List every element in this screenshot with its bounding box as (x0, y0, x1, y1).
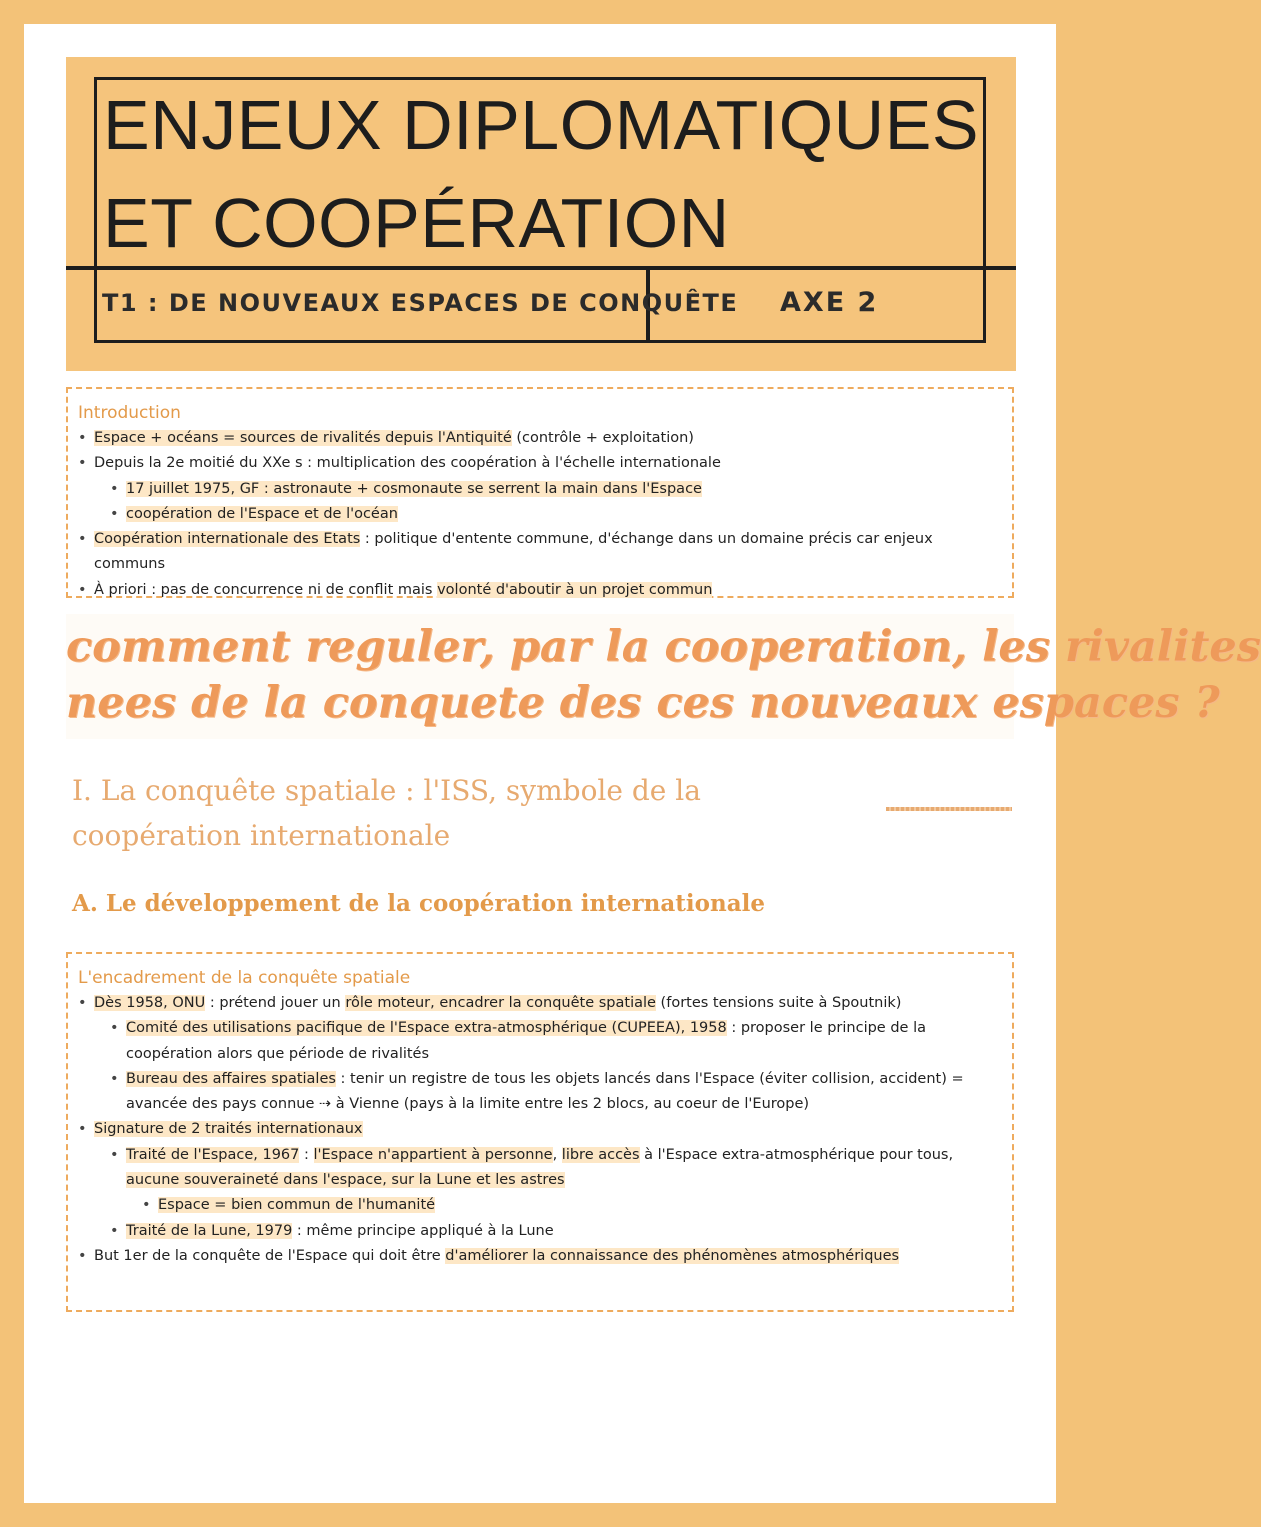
decorative-rule (886, 807, 1012, 811)
sub-sub-list (126, 1193, 1002, 1218)
item-text: (fortes tensions suite à Spoutnik) (655, 995, 902, 1011)
highlight-text: rôle moteur, encadrer la conquête spatiale (345, 995, 656, 1011)
highlight-text: Espace + océans = sources de rivalités depuis l'Antiquité (94, 430, 512, 446)
encadrement-list (78, 991, 1002, 1269)
item-text: À priori : pas de concurrence ni de conflit mais (94, 581, 438, 598)
introduction-title: Introduction (78, 403, 181, 423)
highlight-text: libre accès (561, 1146, 640, 1163)
highlight-text: Traité de l'Espace, 1967 (126, 1146, 300, 1163)
problematic-question (66, 614, 1261, 739)
sub-list (94, 477, 1002, 528)
item-text: : politique d'entente commune, d'échange dans un domaine précis car enjeux communs (94, 531, 933, 573)
encadrement-title: L'encadrement de la conquête spatiale (78, 968, 411, 988)
sub-list (94, 1143, 1002, 1244)
list-item (142, 1193, 1002, 1218)
highlight-text: Coopération internationale des Etats (94, 531, 361, 548)
list-item (110, 1067, 1002, 1118)
introduction-box (66, 387, 1014, 598)
list-item (78, 578, 1002, 603)
list-item (78, 426, 1002, 451)
main-title-line-2: ET COOPÉRATION (103, 184, 730, 262)
highlight-text: Dès 1958, ONU (94, 995, 206, 1011)
item-text: : prétend jouer un (205, 995, 346, 1011)
main-title-line-1: ENJEUX DIPLOMATIQUES (103, 86, 980, 164)
sub-list (94, 1016, 1002, 1117)
chapter-subtitle: T1 : DE NOUVEAUX ESPACES DE CONQUÊTE (102, 289, 739, 317)
highlight-text: Bureau des affaires spatiales (126, 1070, 336, 1087)
list-item (110, 1143, 1002, 1219)
item-text: : même principe appliqué à la Lune (292, 1222, 554, 1239)
question-line-2: nees de la conquete des ces nouveaux espaces ? (66, 678, 1220, 728)
list-item (110, 477, 1002, 502)
list-item (78, 451, 1002, 527)
page (24, 24, 1261, 1503)
item-text: , (552, 1146, 562, 1163)
item-text: : tenir un registre de tous les objets lancés dans l'Espace (éviter collision, accident) = avancée des pays connue ⇢ à Vienne (pays à la limite entre les 2 blocs, au coeur de l'Europe) (126, 1070, 964, 1113)
highlight-text: Comité des utilisations pacifique de l'Espace extra-atmosphérique (CUPEEA), 1958 (126, 1020, 727, 1037)
list-item (78, 991, 1002, 1117)
item-text: à l'Espace extra-atmosphérique pour tous, (639, 1146, 954, 1163)
item-text: But 1er de la conquête de l'Espace qui doit être (94, 1247, 446, 1264)
question-line-1: comment reguler, par la cooperation, les rivalites (66, 622, 1261, 672)
list-item (78, 527, 1002, 578)
highlight-text: Espace = bien commun de l'humanité (158, 1197, 436, 1214)
section-1-heading: I. La conquête spatiale : l'ISS, symbole de la coopération internationale (72, 774, 701, 852)
list-item (78, 1117, 1002, 1243)
highlight-text: Traité de la Lune, 1979 (126, 1222, 293, 1239)
highlight-text: l'Espace n'appartient à personne (313, 1146, 553, 1163)
list-item (110, 502, 1002, 527)
highlight-text: coopération de l'Espace et de l'océan (126, 505, 398, 522)
highlight-text: d'améliorer la connaissance des phénomènes atmosphériques (445, 1247, 900, 1264)
item-text: : (299, 1146, 314, 1163)
header-banner (66, 57, 1016, 371)
item-text: (contrôle + exploitation) (511, 430, 694, 446)
list-item (110, 1219, 1002, 1244)
list-item (78, 1244, 1002, 1269)
highlight-text: Signature de 2 traités internationaux (94, 1121, 363, 1138)
item-text: : proposer le principe de la coopération alors que période de rivalités (126, 1020, 926, 1062)
highlight-text: aucune souveraineté dans l'espace, sur la Lune et les astres (126, 1172, 565, 1189)
divider-horizontal (66, 266, 1016, 270)
subsection-a-heading: A. Le développement de la coopération internationale (72, 890, 765, 917)
highlight-text: volonté d'aboutir à un projet commun (437, 581, 713, 598)
introduction-list (78, 426, 1002, 603)
item-text: Depuis la 2e moitié du XXe s : multiplication des coopération à l'échelle internationale (94, 455, 721, 472)
highlight-text: 17 juillet 1975, GF : astronaute + cosmonaute se serrent la main dans l'Espace (126, 480, 702, 497)
axe-label: AXE 2 (780, 287, 879, 318)
list-item (110, 1016, 1002, 1067)
encadrement-box (66, 952, 1014, 1312)
